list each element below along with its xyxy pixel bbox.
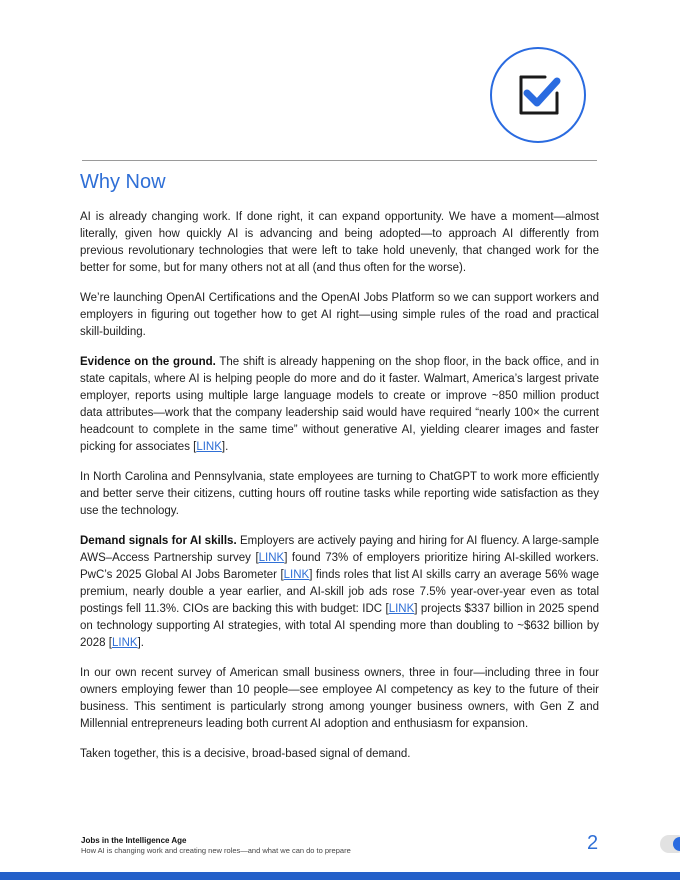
toggle-switch[interactable] — [660, 835, 680, 853]
aws-survey-link[interactable]: LINK — [258, 552, 285, 564]
demand-text-4: ] projects $337 billion in 2025 spend on technology supporting AI strategies, with total AI spending more than doubling to ~$632 billion by 2028 [ — [80, 603, 599, 649]
footer-document-title: Jobs in the Intelligence Age — [81, 836, 187, 845]
page-number: 2 — [587, 832, 599, 854]
body-text — [80, 209, 599, 776]
checked-checkbox-icon — [515, 71, 563, 119]
paragraph-states: In North Carolina and Pennsylvania, state employees are turning to ChatGPT to work more efficiently and better serve their citizens, cutting hours off routine tasks while reporting wide satisfaction as they use the technology. — [80, 471, 599, 517]
ai-spending-link[interactable]: LINK — [111, 637, 138, 649]
section-divider — [82, 160, 597, 161]
demand-text-3: ] finds roles that list AI skills carry an average 56% wage premium, nearly double a year earlier, and AI-skill job ads rose 7.5% year-over-year even as total postings fell 11.3%. CIOs are backing this with budget: IDC [ — [80, 569, 600, 615]
paragraph-survey: In our own recent survey of American small business owners, three in four—including three in four owners employing fewer than 10 people—see employee AI competency as key to the future of their business. This sentiment is particularly strong among younger business owners, with Gen Z and Millennial entrepreneurs leading both current AI adoption and enthusiasm for expansion. — [80, 667, 599, 730]
evidence-lead: Evidence on the ground. — [80, 356, 216, 368]
paragraph-intro: AI is already changing work. If done right, it can expand opportunity. We have a moment—almost literally, given how quickly AI is advancing and being adopted—to approach AI differently from previous revolutionary technologies that were left to take hold unevenly, that changed work for the better for some, but for many others not at all (and thus often for the worse). — [80, 211, 599, 274]
pwc-barometer-link[interactable]: LINK — [283, 569, 310, 581]
idc-link[interactable]: LINK — [388, 603, 415, 615]
paragraph-evidence — [80, 354, 599, 456]
walmart-link[interactable]: LINK — [196, 441, 222, 453]
logo-badge — [490, 47, 586, 143]
footer-accent-bar — [0, 872, 680, 880]
demand-lead: Demand signals for AI skills. — [80, 535, 237, 547]
evidence-end: ]. — [221, 441, 229, 453]
paragraph-demand — [80, 533, 599, 652]
demand-text-2: ] found 73% of employers prioritize hiring AI-skilled workers. PwC’s 2025 Global AI Jobs Barometer [ — [80, 552, 599, 581]
demand-text-1: Employers are actively paying and hiring for AI fluency. A large-sample AWS–Access Partnership survey [ — [80, 535, 599, 564]
paragraph-launch: We’re launching OpenAI Certifications and the OpenAI Jobs Platform so we can support workers and employers in figuring out together how to get AI right—using simple rules of the road and practical skill-building. — [80, 292, 599, 338]
toggle-knob — [673, 837, 680, 851]
demand-text-5: ]. — [137, 637, 144, 649]
paragraph-conclusion: Taken together, this is a decisive, broad-based signal of demand. — [80, 748, 411, 760]
section-heading: Why Now — [80, 171, 166, 193]
evidence-text: The shift is already happening on the shop floor, in the back office, and in state capitals, where AI is helping people do more and do it faster. Walmart, America’s largest private employer, reports using multiple large language models to create or improve ~850 million product data attributes—work that the company leadership said would have required “nearly 100× the current headcount to complete in the same time” without generative AI, yielding clearer images and faster picking for associates [ — [80, 356, 599, 453]
footer-document-subtitle: How AI is changing work and creating new roles—and what we can do to prepare — [81, 846, 351, 855]
